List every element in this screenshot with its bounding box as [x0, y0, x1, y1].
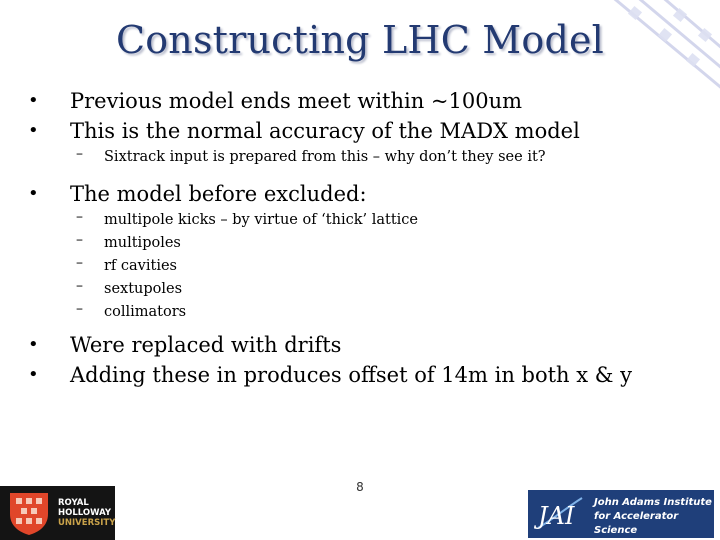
sub-bullet-text: multipole kicks – by virtue of ‘thick’ lattice: [104, 212, 418, 228]
sub-bullet-text: multipoles: [104, 235, 181, 251]
bullet-list: [28, 86, 708, 390]
sub-bullet-marker: –: [76, 146, 83, 162]
sub-bullet-item: [28, 209, 708, 232]
sub-bullet-item: [28, 255, 708, 278]
sub-bullet-item: [28, 278, 708, 301]
royal-holloway-logo: [0, 486, 115, 540]
bullet-text: This is the normal accuracy of the MADX model: [70, 119, 580, 143]
bullet-text: Adding these in produces offset of 14m in both x & y: [70, 363, 633, 387]
svg-text:JAI: JAI: [538, 502, 575, 530]
jai-logo: [528, 490, 714, 538]
bullet-text: The model before excluded:: [70, 182, 367, 206]
bullet-marker: •: [28, 183, 39, 204]
royal-holloway-wordmark: [58, 498, 115, 528]
logo-line: UNIVERSITY: [58, 518, 116, 528]
sub-bullet-marker: –: [76, 301, 83, 317]
jai-wordmark: [594, 496, 714, 538]
sub-bullet-text: sextupoles: [104, 281, 183, 297]
bullet-marker: •: [28, 364, 39, 385]
sub-bullet-marker: –: [76, 278, 83, 294]
bullet-text: Previous model ends meet within ~100um: [70, 89, 523, 113]
sub-bullet-text: Sixtrack input is prepared from this – why don’t they see it?: [104, 149, 546, 165]
logo-line: ROYAL: [58, 498, 89, 508]
bullet-text: Were replaced with drifts: [70, 333, 342, 357]
sub-bullet-item: [28, 301, 708, 324]
logo-line: for Accelerator Science: [594, 511, 679, 536]
sub-bullet-text: rf cavities: [104, 258, 177, 274]
logo-line: John Adams Institute: [594, 497, 712, 508]
sub-bullet-marker: –: [76, 232, 83, 248]
bullet-item: [28, 116, 708, 146]
sub-bullet-item: [28, 232, 708, 255]
sub-bullet-text: collimators: [104, 304, 187, 320]
slide-title: Constructing LHC Model: [115, 18, 605, 62]
bullet-marker: •: [28, 90, 39, 111]
bullet-marker: •: [28, 120, 39, 141]
logo-line: HOLLOWAY: [58, 508, 112, 518]
bullet-item: [28, 179, 708, 209]
shield-icon: [6, 490, 52, 536]
sub-bullet-marker: –: [76, 209, 83, 225]
jai-mark-icon: [532, 494, 588, 534]
bullet-item: [28, 360, 708, 390]
bullet-item: [28, 86, 708, 116]
bullet-marker: •: [28, 334, 39, 355]
page-number: 8: [356, 480, 364, 494]
bullet-item: [28, 330, 708, 360]
sub-bullet-marker: –: [76, 255, 83, 271]
sub-bullet-item: [28, 146, 708, 169]
